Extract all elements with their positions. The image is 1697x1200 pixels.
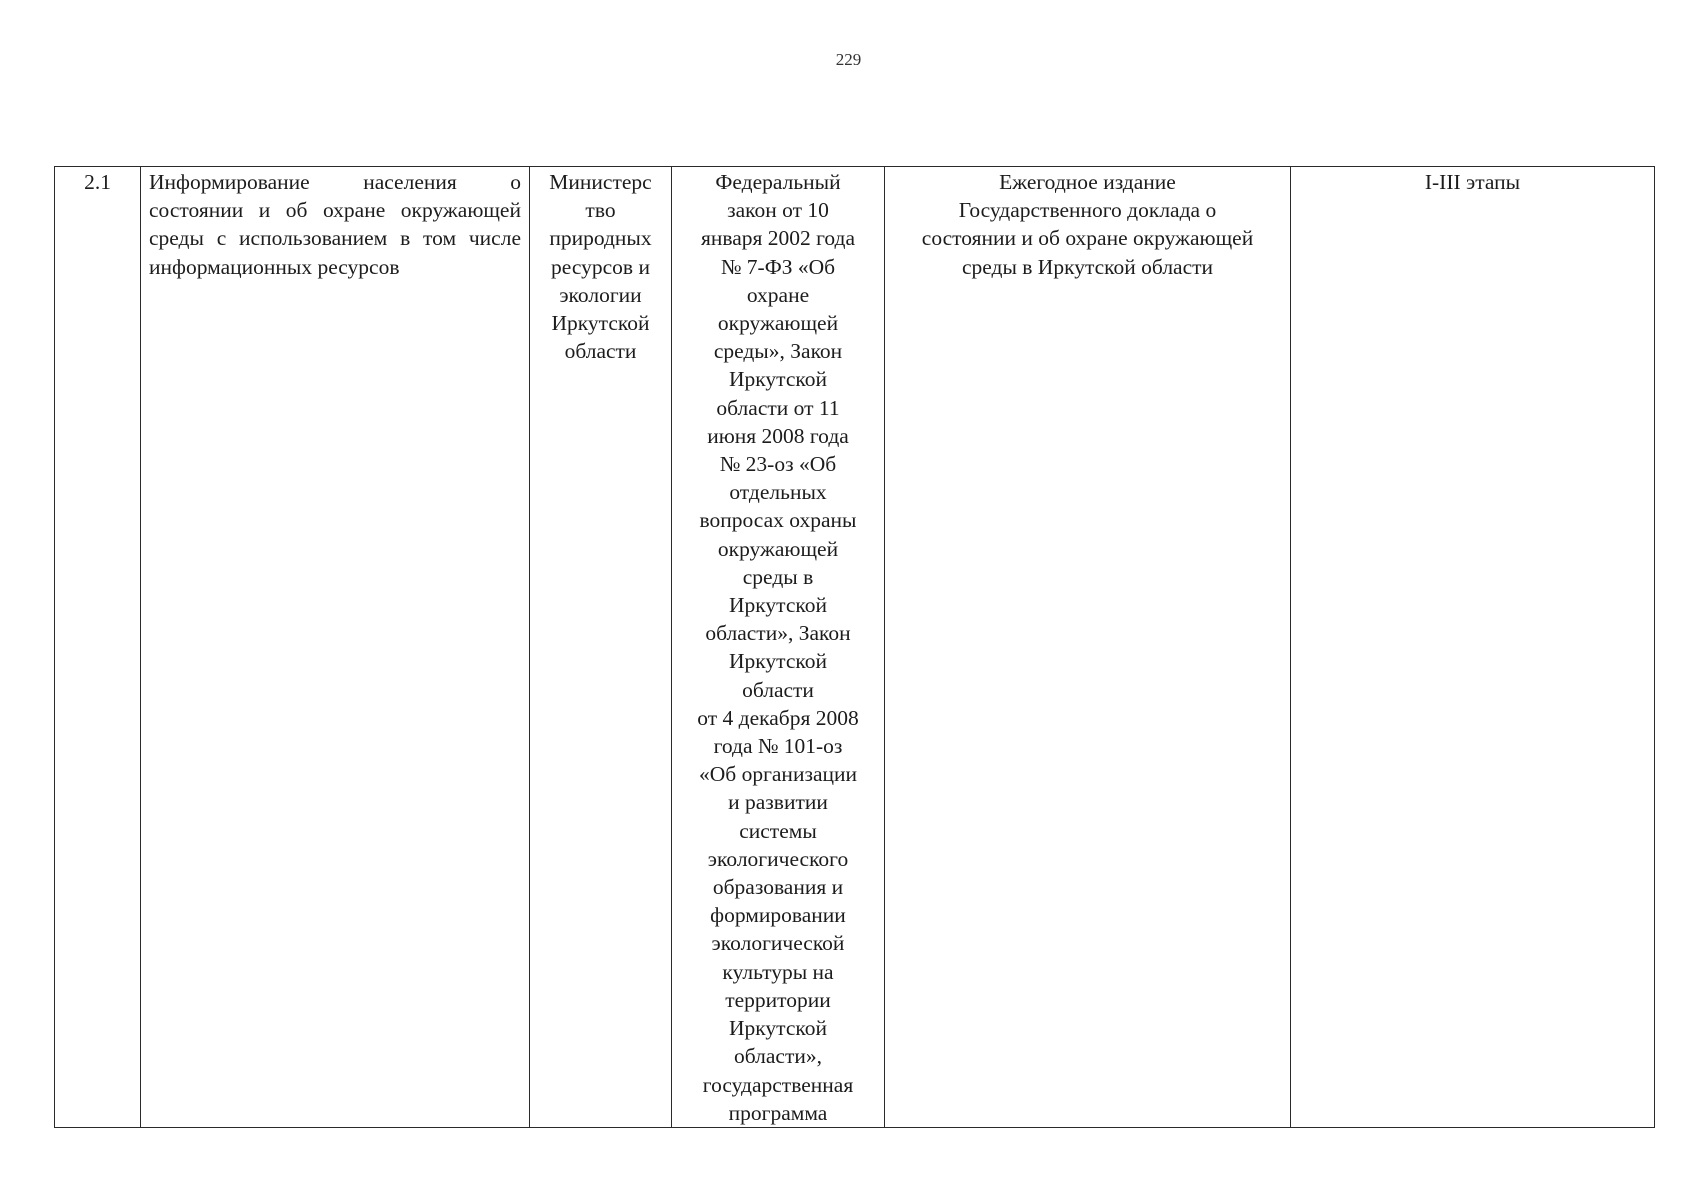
cell-expected-result (885, 167, 1291, 1128)
measures-table (54, 166, 1655, 1128)
table-row (55, 167, 1655, 1128)
executor-text: Министерс тво природных ресурсов и экологии Иркутской области (549, 170, 652, 364)
cell-legal-basis (672, 167, 885, 1128)
item-number-text: 2.1 (84, 170, 111, 194)
cell-measure-name (141, 167, 530, 1128)
cell-term (1291, 167, 1655, 1128)
measure-name-text: Информирование населения о состоянии и об охране окружающей среды с использованием в том числе информационных ресурсов (149, 170, 521, 279)
cell-item-number (55, 167, 141, 1128)
page-number: 229 (835, 50, 862, 69)
expected-result-text: Ежегодное издание Государственного доклада о состоянии и об охране окружающей среды в Иркутской области (921, 170, 1254, 279)
cell-executor (530, 167, 672, 1128)
term-text: I-III этапы (1424, 170, 1521, 194)
legal-basis-text: Федеральный закон от 10 января 2002 года № 7-ФЗ «Об охране окружающей среды», Закон Иркутской области от 11 июня 2008 года № 23-оз «Об отдельных вопросах охраны окружающей среды в Иркутской области», Закон Иркутской области от 4 декабря 2008 года № 101-оз «Об организации и развитии системы экологического образования и формировании экологической культуры на территории Иркутской области», государственная программа (697, 170, 859, 1125)
